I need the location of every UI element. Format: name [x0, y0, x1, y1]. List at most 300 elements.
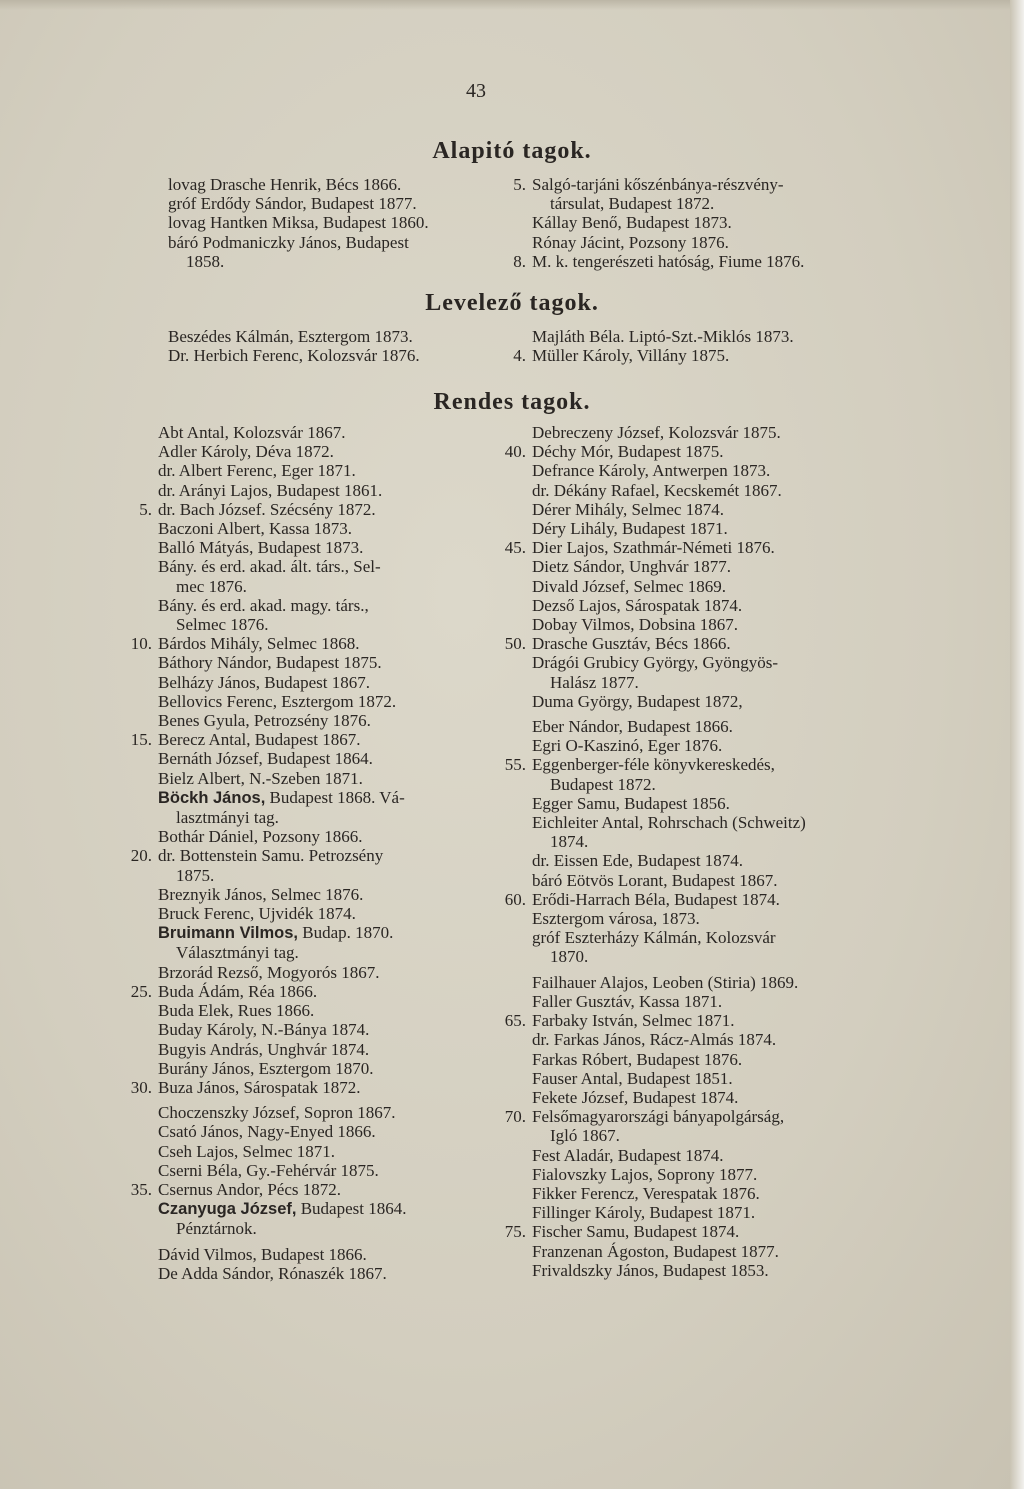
entry-number: 45.	[504, 538, 526, 558]
member-entry	[502, 423, 877, 442]
entry-line: báró Eötvös Lorant, Budapest 1867.	[532, 870, 778, 890]
member-entry	[502, 794, 877, 813]
member-entry	[502, 500, 877, 519]
member-entry	[502, 653, 877, 691]
entry-number	[502, 1050, 532, 1069]
entry-text	[158, 500, 488, 519]
entry-line: Brzorád Rezső, Mogyorós 1867.	[158, 962, 380, 982]
entry-number	[502, 596, 532, 615]
entry-continuation-line: lasztmányi tag.	[176, 808, 279, 828]
entry-line: Bielz Albert, N.-Szeben 1871.	[158, 768, 363, 788]
entry-number: 50.	[504, 634, 526, 654]
entry-text	[532, 1011, 877, 1030]
entry-continuation-line: 1874.	[550, 832, 589, 852]
member-entry	[502, 1011, 877, 1030]
entry-number	[128, 481, 158, 500]
entry-line: Bány. és erd. akad. magy. társ.,	[158, 595, 369, 615]
entry-text	[532, 1050, 877, 1069]
member-entry	[502, 442, 877, 461]
entry-line: Bernáth József, Budapest 1864.	[158, 749, 373, 769]
entry-text	[158, 1199, 488, 1238]
entry-text	[158, 963, 488, 982]
entry-number: 4.	[513, 346, 526, 366]
entry-line: Déry Lihály, Budapest 1871.	[532, 519, 728, 539]
entry-line: lovag Drasche Henrik, Bécs 1866.	[168, 175, 402, 194]
entry-text	[158, 788, 488, 827]
entry-continuation-line: Selmec 1876.	[176, 615, 269, 635]
page-right-edge	[1010, 0, 1024, 1489]
member-entry	[502, 973, 877, 992]
member-entry	[502, 1030, 877, 1049]
entry-text	[532, 1107, 877, 1145]
entry-number: 35.	[130, 1179, 152, 1199]
page-number: 43	[466, 80, 486, 102]
entry-number: 10.	[130, 634, 152, 654]
member-entry	[502, 736, 877, 755]
entry-line: Fikker Ferencz, Verespatak 1876.	[532, 1183, 760, 1203]
entry-line: Divald József, Selmec 1869.	[532, 576, 727, 596]
entry-line: Bárdos Mihály, Selmec 1868.	[158, 634, 360, 654]
member-entry	[502, 1261, 877, 1280]
entry-number	[128, 1001, 158, 1020]
entry-line: Bellovics Ferenc, Esztergom 1872.	[158, 691, 397, 711]
entry-line: Felsőmagyarországi bányapolgárság,	[532, 1107, 785, 1127]
entry-line: Dobay Vilmos, Dobsina 1867.	[532, 615, 738, 635]
entry-line: De Adda Sándor, Rónaszék 1867.	[158, 1263, 387, 1283]
member-entry	[128, 1059, 488, 1078]
entry-number	[138, 194, 168, 213]
entry-text	[532, 1203, 877, 1222]
member-entry	[502, 1222, 877, 1241]
entry-text	[532, 1165, 877, 1184]
entry-text	[168, 213, 478, 232]
founding-members-heading: Alapitó tagok.	[432, 138, 592, 164]
entry-line: báró Podmaniczky János, Budapest	[168, 232, 409, 252]
entry-number	[128, 1245, 158, 1264]
entry-line: Egri O-Kaszinó, Eger 1876.	[532, 736, 723, 756]
entry-text	[532, 813, 877, 851]
entry-line: Drágói Grubicy György, Gyöngyös-	[532, 653, 778, 673]
member-entry	[502, 233, 877, 252]
entry-number	[502, 736, 532, 755]
entry-number	[128, 653, 158, 672]
entry-number	[138, 213, 168, 232]
entry-text	[532, 538, 877, 557]
entry-number	[128, 885, 158, 904]
entry-number	[502, 992, 532, 1011]
entry-number	[128, 904, 158, 923]
entry-line: Balló Mátyás, Budapest 1873.	[158, 538, 364, 558]
entry-line: Dezső Lajos, Sárospatak 1874.	[532, 595, 743, 615]
entry-line: Erődi-Harrach Béla, Budapest 1874.	[532, 889, 780, 909]
entry-text	[532, 557, 877, 576]
member-entry	[502, 1146, 877, 1165]
entry-number	[128, 1020, 158, 1039]
entry-number	[128, 1199, 158, 1238]
member-entry	[128, 1040, 488, 1059]
entry-text	[158, 1020, 488, 1039]
entry-line: lovag Hantken Miksa, Budapest 1860.	[168, 213, 429, 233]
entry-text	[158, 692, 488, 711]
entry-text	[158, 1264, 488, 1283]
member-entry	[128, 1142, 488, 1161]
member-entry	[502, 890, 877, 909]
entry-number	[502, 813, 532, 851]
regular-members-left-column	[128, 423, 488, 1283]
entry-line: Duma György, Budapest 1872,	[532, 691, 743, 711]
entry-line: Rónay Jácint, Pozsony 1876.	[532, 232, 729, 252]
entry-number: 70.	[504, 1107, 526, 1127]
entry-text	[158, 846, 488, 884]
entry-text	[158, 442, 488, 461]
entry-line: Failhauer Alajos, Leoben (Stiria) 1869.	[532, 972, 799, 992]
entry-line: Fialovszky Lajos, Soprony 1877.	[532, 1164, 758, 1184]
entry-line: Buda Ádám, Réa 1866.	[158, 981, 318, 1001]
entry-number	[138, 175, 168, 194]
entry-number	[502, 973, 532, 992]
member-entry	[138, 233, 478, 271]
entry-line: Müller Károly, Villány 1875.	[532, 346, 730, 366]
entry-line-rest: Budap. 1870.	[297, 923, 394, 943]
entry-text	[158, 885, 488, 904]
entry-number	[128, 769, 158, 788]
entry-number: 65.	[504, 1011, 526, 1031]
entry-text	[168, 346, 478, 365]
entry-line: Bugyis András, Unghvár 1874.	[158, 1039, 370, 1059]
entry-line: Báthory Nándor, Budapest 1875.	[158, 653, 382, 673]
entry-line: Abt Antal, Kolozsvár 1867.	[158, 423, 346, 442]
entry-number	[128, 1142, 158, 1161]
entry-number: 55.	[504, 755, 526, 775]
entry-text	[532, 928, 877, 966]
entry-number	[128, 1103, 158, 1122]
entry-line: Farkas Róbert, Budapest 1876.	[532, 1049, 743, 1069]
member-entry	[128, 885, 488, 904]
entry-continuation-line: mec 1876.	[176, 576, 247, 596]
entry-line: Drasche Gusztáv, Bécs 1866.	[532, 634, 731, 654]
member-entry	[138, 327, 478, 346]
entry-text	[532, 851, 877, 870]
entry-line: Bány. és erd. akad. ált. társ., Sel-	[158, 557, 381, 577]
entry-text	[158, 423, 488, 442]
member-entry	[502, 717, 877, 736]
member-entry	[138, 346, 478, 365]
entry-text	[158, 1059, 488, 1078]
member-entry	[502, 928, 877, 966]
entry-number: 8.	[513, 251, 526, 271]
entry-number	[128, 692, 158, 711]
entry-text	[532, 233, 877, 252]
member-entry	[128, 1161, 488, 1180]
entry-text	[158, 538, 488, 557]
entry-line: Csernus Andor, Pécs 1872.	[158, 1179, 342, 1199]
entry-line: Buza János, Sárospatak 1872.	[158, 1077, 361, 1097]
page-top-shadow	[0, 0, 1024, 10]
corresponding-members-right-column	[502, 327, 877, 365]
member-entry	[138, 213, 478, 232]
entry-number: 15.	[130, 730, 152, 750]
entry-number	[128, 1040, 158, 1059]
entry-text	[158, 827, 488, 846]
entry-continuation-line: 1870.	[550, 947, 589, 967]
entry-bold-name: Böckh János,	[158, 788, 266, 807]
entry-number	[128, 461, 158, 480]
entry-line: Fest Aladár, Budapest 1874.	[532, 1145, 724, 1165]
entry-number	[502, 577, 532, 596]
member-entry	[502, 813, 877, 851]
entry-line: Eber Nándor, Budapest 1866.	[532, 717, 733, 737]
entry-number	[502, 557, 532, 576]
entry-line: dr. Bach József. Szécsény 1872.	[158, 499, 376, 519]
entry-number	[128, 1161, 158, 1180]
member-entry	[128, 596, 488, 634]
member-entry	[502, 346, 877, 365]
entry-text	[158, 653, 488, 672]
entry-text	[532, 1222, 877, 1241]
entry-line: Burány János, Esztergom 1870.	[158, 1058, 374, 1078]
entry-line: Dier Lajos, Szathmár-Németi 1876.	[532, 538, 775, 558]
regular-members-heading: Rendes tagok.	[433, 389, 591, 415]
entry-number: 25.	[130, 981, 152, 1001]
entry-text	[532, 346, 877, 365]
entry-line: Dávid Vilmos, Budapest 1866.	[158, 1244, 367, 1264]
entry-number	[502, 1203, 532, 1222]
member-entry	[502, 1088, 877, 1107]
entry-line: Beszédes Kálmán, Esztergom 1873.	[168, 327, 413, 346]
entry-line: Egger Samu, Budapest 1856.	[532, 793, 730, 813]
member-entry	[502, 1203, 877, 1222]
entry-line: Frivaldszky János, Budapest 1853.	[532, 1260, 769, 1280]
member-entry	[128, 730, 488, 749]
entry-line: Salgó-tarjáni kőszénbánya-részvény-	[532, 175, 784, 194]
founding-members-right-column	[502, 175, 877, 271]
member-entry	[502, 1069, 877, 1088]
member-entry	[138, 194, 478, 213]
entry-line: Baczoni Albert, Kassa 1873.	[158, 519, 353, 539]
entry-text	[158, 1180, 488, 1199]
entry-line: Csató János, Nagy-Enyed 1866.	[158, 1122, 376, 1142]
entry-number	[502, 794, 532, 813]
entry-text	[532, 692, 877, 711]
entry-line: dr. Eissen Ede, Budapest 1874.	[532, 851, 744, 871]
entry-number	[502, 717, 532, 736]
entry-number	[502, 1184, 532, 1203]
entry-text	[158, 1103, 488, 1122]
entry-text	[532, 1088, 877, 1107]
entry-number	[502, 851, 532, 870]
entry-number	[502, 615, 532, 634]
member-entry	[128, 653, 488, 672]
entry-line: Benes Gyula, Petrozsény 1876.	[158, 711, 371, 731]
entry-text	[532, 653, 877, 691]
entry-line: Buda Elek, Rues 1866.	[158, 1001, 315, 1021]
entry-text	[158, 461, 488, 480]
entry-line	[158, 923, 393, 942]
entry-continuation-line: Pénztárnok.	[176, 1219, 257, 1239]
entry-text	[158, 634, 488, 653]
member-entry	[128, 557, 488, 595]
entry-number	[502, 233, 532, 252]
member-entry	[502, 871, 877, 890]
entry-number	[128, 673, 158, 692]
entry-continuation-line: Budapest 1872.	[550, 774, 656, 794]
entry-number	[502, 481, 532, 500]
entry-number	[128, 827, 158, 846]
entry-text	[158, 730, 488, 749]
member-entry	[128, 788, 488, 827]
entry-continuation-line: társulat, Budapest 1872.	[550, 194, 715, 214]
entry-number	[128, 519, 158, 538]
entry-number	[502, 213, 532, 232]
entry-number	[502, 519, 532, 538]
entry-line: Majláth Béla. Liptó-Szt.-Miklós 1873.	[532, 327, 794, 346]
entry-continuation-line: Igló 1867.	[550, 1126, 620, 1146]
entry-text	[532, 596, 877, 615]
entry-number	[128, 1059, 158, 1078]
entry-line: Faller Gusztáv, Kassa 1871.	[532, 991, 723, 1011]
entry-number	[502, 871, 532, 890]
member-entry	[128, 1103, 488, 1122]
member-entry	[128, 1122, 488, 1141]
member-entry	[128, 1001, 488, 1020]
entry-number	[128, 442, 158, 461]
entry-text	[158, 904, 488, 923]
entry-text	[158, 749, 488, 768]
entry-line: Fischer Samu, Budapest 1874.	[532, 1222, 740, 1242]
entry-line: Fillinger Károly, Budapest 1871.	[532, 1203, 756, 1223]
entry-text	[158, 769, 488, 788]
entry-text	[158, 923, 488, 962]
entry-text	[158, 1161, 488, 1180]
member-entry	[128, 1199, 488, 1238]
entry-number	[502, 1165, 532, 1184]
entry-text	[168, 194, 478, 213]
entry-text	[158, 711, 488, 730]
entry-number: 75.	[504, 1222, 526, 1242]
entry-line: Defrance Károly, Antwerpen 1873.	[532, 461, 771, 481]
entry-number	[502, 1088, 532, 1107]
entry-text	[158, 1122, 488, 1141]
entry-number	[138, 233, 168, 271]
member-entry	[502, 538, 877, 557]
corresponding-members-heading: Levelező tagok.	[425, 290, 599, 316]
member-entry	[502, 1242, 877, 1261]
entry-text	[532, 1261, 877, 1280]
entry-text	[532, 890, 877, 909]
member-entry	[128, 904, 488, 923]
regular-members-right-column	[502, 423, 877, 1280]
entry-number	[502, 1030, 532, 1049]
entry-text	[532, 442, 877, 461]
member-entry	[128, 846, 488, 884]
entry-number	[502, 1069, 532, 1088]
entry-text	[168, 233, 478, 271]
member-entry	[128, 923, 488, 962]
member-entry	[128, 1020, 488, 1039]
entry-line: dr. Arányi Lajos, Budapest 1861.	[158, 480, 383, 500]
entry-text	[532, 755, 877, 793]
entry-line: Esztergom városa, 1873.	[532, 909, 700, 929]
entry-number	[128, 1122, 158, 1141]
entry-number: 5.	[139, 499, 152, 519]
entry-number	[128, 423, 158, 442]
member-entry	[128, 442, 488, 461]
entry-line: Dr. Herbich Ferenc, Kolozsvár 1876.	[168, 346, 420, 366]
entry-text	[168, 327, 478, 346]
entry-text	[532, 500, 877, 519]
entry-line-rest: Budapest 1868. Vá-	[265, 787, 405, 807]
entry-line: Kállay Benő, Budapest 1873.	[532, 213, 732, 233]
member-entry	[502, 1165, 877, 1184]
entry-text	[532, 461, 877, 480]
entry-text	[158, 557, 488, 595]
member-entry	[128, 711, 488, 730]
entry-text	[158, 596, 488, 634]
entry-line: Farbaky István, Selmec 1871.	[532, 1011, 735, 1031]
entry-text	[532, 423, 877, 442]
entry-line: Déchy Mór, Budapest 1875.	[532, 442, 724, 462]
member-entry	[128, 749, 488, 768]
member-entry	[128, 634, 488, 653]
entry-number: 40.	[504, 442, 526, 462]
entry-text	[532, 519, 877, 538]
entry-line: dr. Bottenstein Samu. Petrozsény	[158, 846, 384, 866]
entry-continuation-line: Választmányi tag.	[176, 943, 299, 963]
entry-line: Fekete József, Budapest 1874.	[532, 1087, 739, 1107]
entry-text	[532, 1184, 877, 1203]
member-entry	[128, 461, 488, 480]
member-entry	[128, 673, 488, 692]
entry-line: Choczenszky József, Sopron 1867.	[158, 1103, 396, 1123]
member-entry	[502, 519, 877, 538]
entry-text	[532, 577, 877, 596]
entry-text	[158, 1245, 488, 1264]
entry-line: Debreczeny József, Kolozsvár 1875.	[532, 423, 781, 442]
member-entry	[128, 963, 488, 982]
entry-line: Breznyik János, Selmec 1876.	[158, 884, 364, 904]
entry-text	[532, 615, 877, 634]
entry-number	[128, 963, 158, 982]
member-entry	[128, 519, 488, 538]
entry-continuation-line: Halász 1877.	[550, 672, 639, 692]
entry-text	[158, 982, 488, 1001]
member-entry	[502, 909, 877, 928]
entry-text	[532, 1030, 877, 1049]
entry-text	[532, 327, 877, 346]
member-entry	[502, 461, 877, 480]
entry-text	[158, 519, 488, 538]
member-entry	[128, 1180, 488, 1199]
member-entry	[128, 692, 488, 711]
entry-number	[128, 538, 158, 557]
entry-bold-name: Czanyuga József,	[158, 1200, 297, 1219]
entry-text	[158, 1142, 488, 1161]
entry-line: Buday Károly, N.-Bánya 1874.	[158, 1020, 370, 1040]
entry-continuation-line: 1875.	[176, 865, 215, 885]
entry-text	[168, 175, 478, 194]
member-entry	[502, 755, 877, 793]
entry-number	[502, 327, 532, 346]
entry-number	[502, 928, 532, 966]
entry-text	[532, 1146, 877, 1165]
entry-text	[532, 992, 877, 1011]
member-entry	[502, 851, 877, 870]
member-entry	[128, 500, 488, 519]
member-entry	[502, 557, 877, 576]
entry-text	[532, 634, 877, 653]
entry-line: Cserni Béla, Gy.-Fehérvár 1875.	[158, 1160, 379, 1180]
entry-text	[532, 213, 877, 232]
